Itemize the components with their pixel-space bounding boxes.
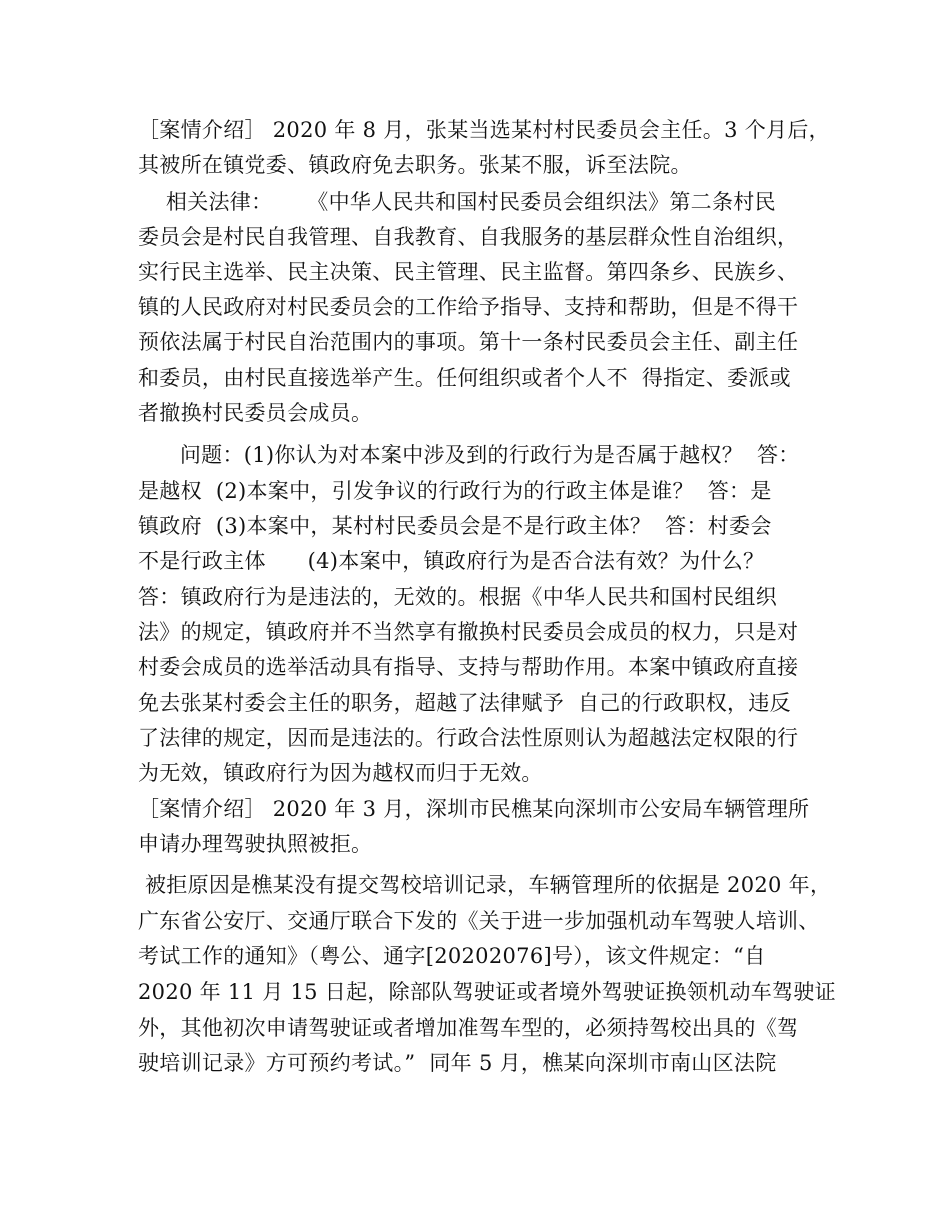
text-line: 委员会是村民自我管理、自我教育、自我服务的基层群众性自治组织， [138,225,799,249]
text-line: 问题：(1)你认为对本案中涉及到的行政行为是否属于越权？ 答： [138,443,800,467]
text-line: 不是行政主体 (4)本案中，镇政府行为是否合法有效？为什么？ [138,549,765,573]
text-line: 广东省公安厅、交通厅联合下发的《关于进一步加强机动车驾驶人培训、 [138,909,820,933]
text-line: 外，其他初次申请驾驶证或者增加准驾车型的，必须持驾校出具的《驾 [138,1016,799,1040]
text-line: 其被所在镇党委、镇政府免去职务。张某不服，诉至法院。 [138,153,692,177]
text-line: 和委员，由村民直接选举产生。任何组织或者个人不 得指定、委派或 [138,366,791,390]
text-line: 村委会成员的选举活动具有指导、支持与帮助作用。本案中镇政府直接 [138,655,799,679]
text-line: 驶培训记录》方可预约考试。” 同年 5 月，樵某向深圳市南山区法院 [138,1051,777,1075]
text-line: 了法律的规定，因而是违法的。行政合法性原则认为超越法定权限的行 [138,726,799,750]
text-line: 预依法属于村民自治范围内的事项。第十一条村民委员会主任、副主任 [138,330,799,354]
text-line: 是越权 (2)本案中，引发争议的行政行为的行政主体是谁？ 答：是 [138,479,772,503]
text-line: 申请办理驾驶执照被拒。 [138,832,373,856]
text-line: 者撤换村民委员会成员。 [138,401,373,425]
text-line: 考试工作的通知》（粤公、通字[20202076]号），该文件规定：“自 [138,944,766,968]
text-line: 被拒原因是樵某没有提交驾校培训记录，车辆管理所的依据是 2020 年， [138,873,832,897]
text-line: 实行民主选举、民主决策、民主管理、民主监督。第四条乡、民族乡、 [138,260,799,284]
text-line: 2020 年 11 月 15 日起，除部队驾驶证或者境外驾驶证换领机动车驾驶证 [138,980,836,1004]
text-line: 镇政府 (3)本案中，某村村民委员会是不是行政主体？ 答：村委会 [138,514,772,538]
text-line: 为无效，镇政府行为因为越权而归于无效。 [138,761,543,785]
text-line: 法》的规定，镇政府并不当然享有撤换村民委员会成员的权力，只是对 [138,620,799,644]
text-line: ［案情介绍］ 2020 年 8 月，张某当选某村村民委员会主任。3 个月后， [138,118,830,142]
text-line: 免去张某村委会主任的职务，超越了法律赋予 自己的行政职权，违反 [138,691,791,715]
text-line: ［案情介绍］ 2020 年 3 月，深圳市民樵某向深圳市公安局车辆管理所 [138,797,810,821]
text-line: 相关法律： 《中华人民共和国村民委员会组织法》第二条村民 [138,190,776,214]
text-line: 答：镇政府行为是违法的，无效的。根据《中华人民共和国村民组织 [138,585,777,609]
text-line: 镇的人民政府对村民委员会的工作给予指导、支持和帮助，但是不得干 [138,295,799,319]
